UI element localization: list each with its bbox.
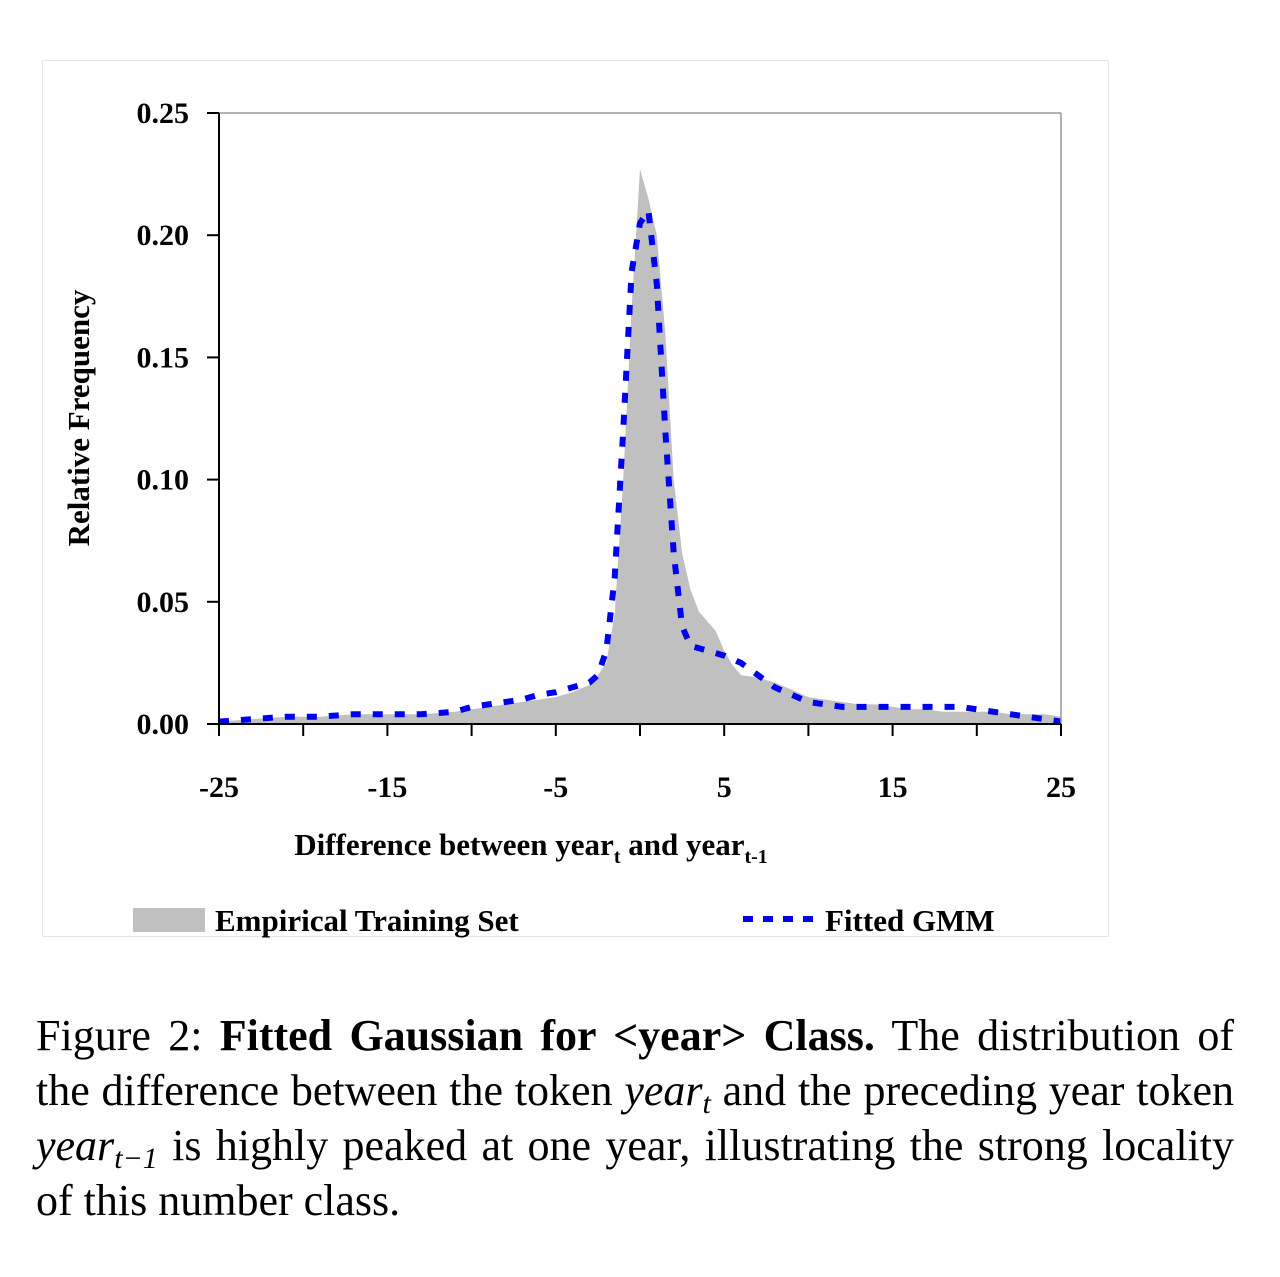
x-tick-label: -25 xyxy=(199,771,239,804)
x-axis-label-sub-t-1: t-1 xyxy=(744,846,768,868)
y-tick-label: 0.20 xyxy=(136,219,189,253)
legend xyxy=(133,903,995,938)
caption-var-1: year xyxy=(624,1066,703,1115)
x-tick-label: -5 xyxy=(543,771,569,804)
x-axis-label-main: Difference between year xyxy=(294,827,614,862)
x-axis-label-mid: and year xyxy=(620,827,745,862)
figure-panel xyxy=(42,60,1109,937)
caption-sub-1: t xyxy=(702,1087,711,1120)
x-axis-label-sub-t: t xyxy=(613,846,621,868)
caption-title: Fitted Gaussian for <year> Class. xyxy=(219,1011,875,1060)
y-tick-label: 0.10 xyxy=(136,463,189,497)
chart xyxy=(43,61,1110,938)
y-tick-label: 0.15 xyxy=(136,341,189,375)
x-tick-label: 5 xyxy=(716,771,732,804)
caption-text-1: The distribution of the difference between the token xyxy=(36,1011,1234,1115)
figure-caption xyxy=(36,1008,1234,1228)
y-tick-label: 0.05 xyxy=(136,585,189,619)
empirical-area-layer xyxy=(219,169,1061,724)
x-tick-label: -15 xyxy=(367,771,408,804)
y-tick-label: 0.25 xyxy=(136,97,189,130)
legend-label-gmm: Fitted GMM xyxy=(825,903,995,938)
caption-sub-2: t−1 xyxy=(114,1142,158,1175)
x-tick-label: 15 xyxy=(877,771,908,804)
y-axis-label: Relative Frequency xyxy=(61,289,96,547)
caption-var-2: year xyxy=(36,1121,115,1170)
caption-text-2: and the preceding year token xyxy=(710,1066,1235,1115)
y-tick-label: 0.00 xyxy=(136,708,189,741)
legend-label-empirical: Empirical Training Set xyxy=(215,903,519,938)
x-axis-label xyxy=(294,827,768,868)
caption-label: Figure 2: xyxy=(36,1011,220,1060)
legend-swatch-empirical xyxy=(133,908,205,932)
empirical-area xyxy=(219,169,1061,724)
x-tick-label: 25 xyxy=(1046,771,1076,804)
caption-text-3: is highly peaked at one year, illustrating the strong locality of this number class. xyxy=(36,1121,1234,1225)
